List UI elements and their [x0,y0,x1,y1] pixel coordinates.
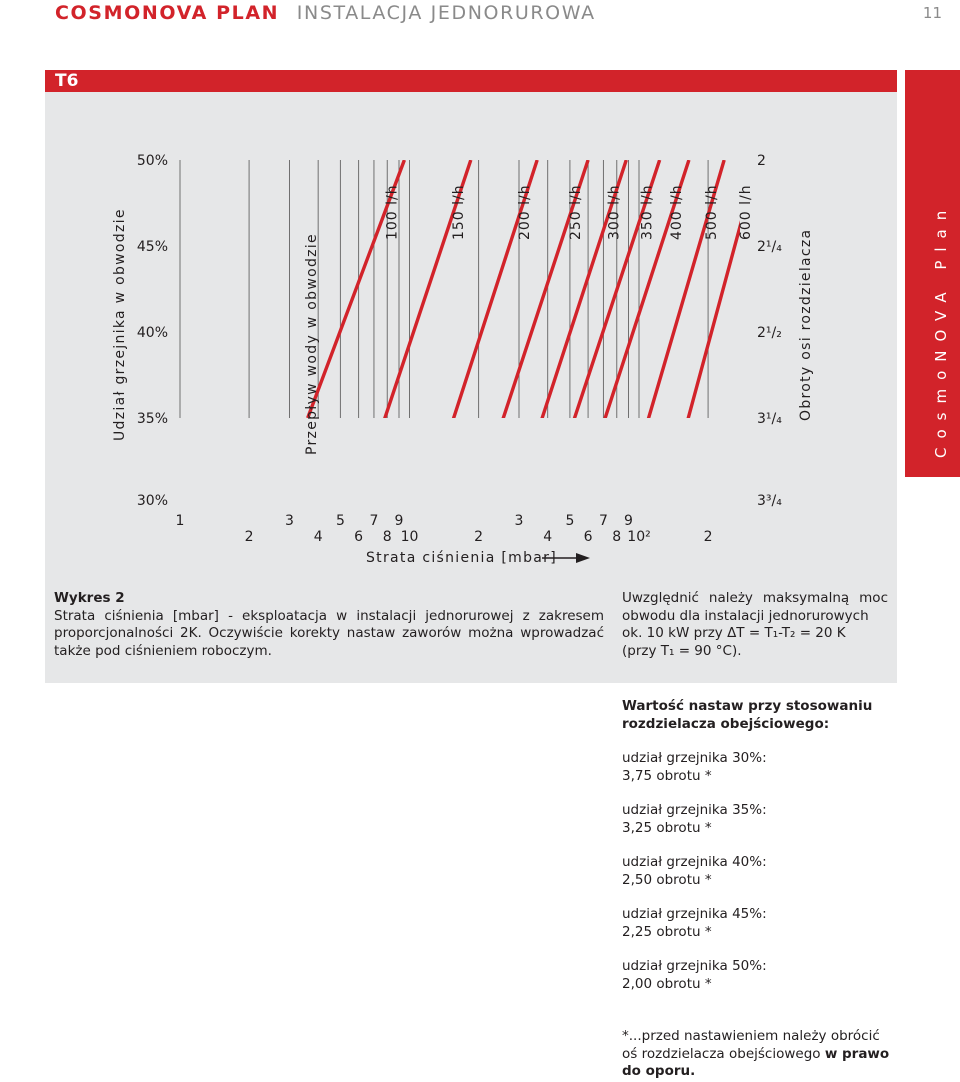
x-tick-label: 10² [627,529,651,545]
x-tick-label: 9 [394,513,404,529]
right-tick-label: 2¹/₄ [757,239,782,255]
series-label: 100 l/h [384,184,401,240]
chart-caption [54,590,604,660]
x-tick-label: 9 [624,513,633,529]
right-tick-label: 2 [757,153,766,169]
x-tick-label: 8 [382,529,392,545]
x-tick-label: 3 [285,513,294,529]
right-tick-label: 3³/₄ [757,493,782,509]
x-axis-title: Strata ciśnienia [mbar] [366,550,557,566]
page-number: 11 [922,4,942,22]
series-label: 500 l/h [704,184,721,240]
settings-footnote [622,1028,892,1081]
settings-item [622,958,892,993]
settings-item-label: udział grzejnika 35%: [622,802,767,818]
caption-text: Strata ciśnienia [mbar] - eksploatacja w instalacji jednorurowej z zakresem proporcjonalności 2K. Oczywiście korekty nastaw zaworów można wprowadzać także pod ciśnieniem roboczym. [54,607,604,659]
y-tick-label: 35% [136,411,168,427]
x-tick-label: 2 [244,529,254,545]
series-label: 250 l/h [568,184,585,240]
series-label: 200 l/h [517,184,534,240]
y-tick-label: 45% [136,239,168,255]
note-line-3: (przy T₁ = 90 °C). [622,642,742,659]
x-tick-label: 2 [703,529,713,545]
power-note [622,590,888,660]
x-tick-label: 5 [565,513,575,529]
series-label: 350 l/h [639,184,656,240]
y-axis-title: Udział grzejnika w obwodzie [112,208,128,441]
settings-item [622,750,892,785]
x-tick-label: 3 [514,513,524,529]
settings-item [622,906,892,941]
settings-item-value: 2,00 obrotu * [622,975,712,992]
series-label: 300 l/h [606,184,623,240]
right-tick-label: 2¹/₂ [757,325,782,341]
settings-item-label: udział grzejnika 30%: [622,750,767,766]
x-tick-label: 5 [335,513,345,529]
settings-item [622,854,892,889]
y-tick-label: 30% [136,493,168,509]
y-tick-label: 40% [136,325,168,341]
flow-annotation: Przepływ wody w obwodzie [304,233,320,455]
note-line-2: ok. 10 kW przy ΔT = T₁-T₂ = 20 K [622,625,846,641]
footnote-text: *...przed nastawieniem należy obrócić oś rozdzielacza obejściowego [622,1028,880,1062]
right-axis-title: Obroty osi rozdzielacza [798,228,814,421]
settings-item [622,802,892,837]
settings-list [622,698,892,1010]
x-tick-label: 2 [474,529,484,545]
x-tick-label: 8 [612,529,622,545]
x-tick-label: 10 [400,529,419,545]
section-label-bar: T6 [45,70,897,92]
series-label: 400 l/h [668,184,685,240]
y-tick-label: 50% [136,153,168,169]
footnote-emphasis: w prawo do oporu. [622,1045,890,1079]
brand-title: COSMONOVA PLAN [55,2,280,24]
x-tick-label: 6 [583,529,593,545]
x-tick-label: 7 [369,513,379,529]
section-subtitle: INSTALACJA JEDNORUROWA [296,2,596,24]
x-axis-arrowhead [576,553,590,563]
right-tick-label: 3¹/₄ [757,411,782,427]
settings-item-value: 2,25 obrotu * [622,923,712,940]
caption-title: Wykres 2 [54,590,125,606]
settings-heading: Wartość nastaw przy stosowaniu rozdzielacza obejściowego: [622,698,873,732]
x-tick-label: 1 [175,513,185,529]
settings-item-value: 2,50 obrotu * [622,871,712,888]
settings-item-label: udział grzejnika 45%: [622,906,767,922]
x-tick-label: 4 [543,529,553,545]
x-tick-label: 7 [598,513,608,529]
x-tick-label: 6 [354,529,364,545]
settings-item-value: 3,25 obrotu * [622,819,712,836]
series-label: 600 l/h [737,184,754,240]
note-line-1: Uwzględnić należy maksymalną moc obwodu dla instalacji jednorurowych [622,590,888,624]
settings-item-value: 3,75 obrotu * [622,767,712,784]
side-brand-text: CosmoNOVA Plan [932,201,950,458]
x-tick-label: 4 [313,529,323,545]
series-label: 150 l/h [450,184,467,240]
settings-item-label: udział grzejnika 50%: [622,958,767,974]
settings-item-label: udział grzejnika 40%: [622,854,767,870]
